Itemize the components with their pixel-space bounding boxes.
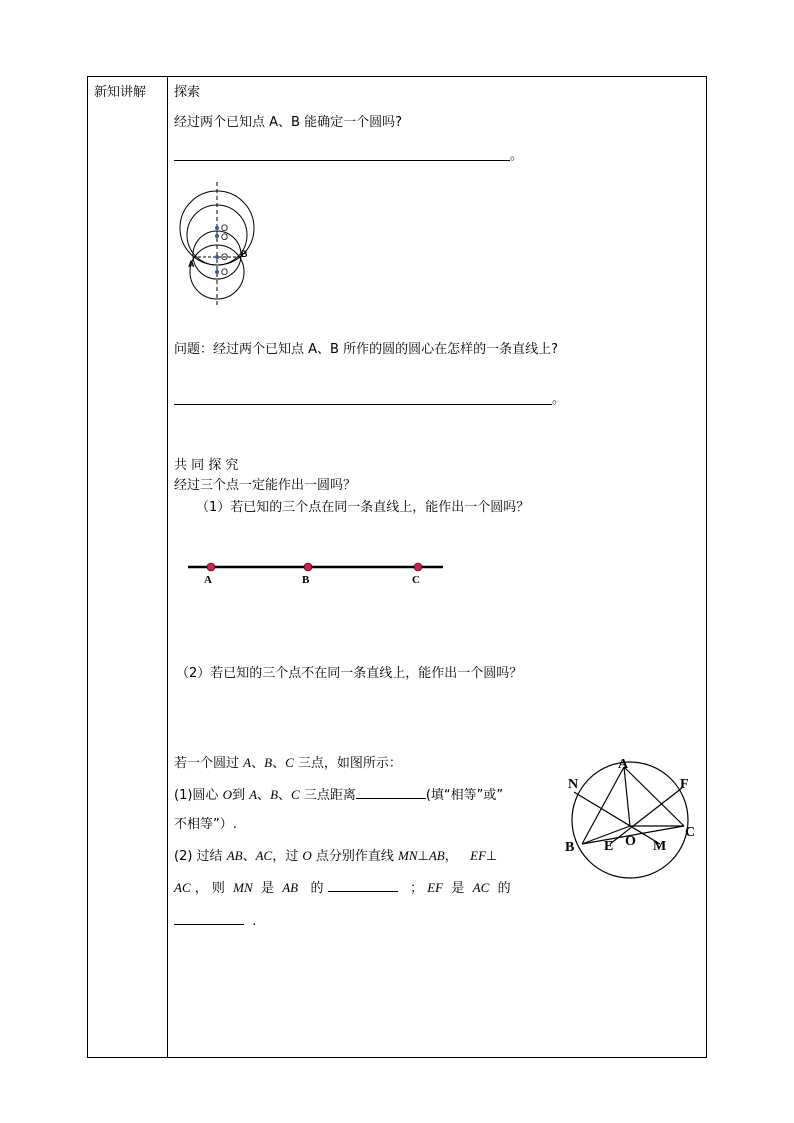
point-label-B: B xyxy=(302,574,310,586)
circle-problem-part-2-cont: AC ， 则 MN 是 AB 的 ； EF 是 AC 的 xyxy=(174,880,511,896)
joint-sub-question-1: （1）若已知的三个点在同一条直线上，能作出一个圆吗？ xyxy=(196,500,530,515)
answer-line-2[interactable] xyxy=(174,404,552,405)
segment-AB xyxy=(582,767,624,844)
radius-OA xyxy=(624,767,630,826)
center-dot-2 xyxy=(215,234,219,238)
fig-label-O: O xyxy=(625,834,636,849)
explore-question-2: 问题：经过两个已知点 A、B 所作的圆的圆心在怎样的一条直线上? xyxy=(174,342,558,357)
label-O3: O xyxy=(221,252,229,262)
point-label-A: A xyxy=(204,574,212,586)
label-B: B xyxy=(241,249,248,259)
explore-question-1: 经过两个已知点 A、B 能确定一个圆吗? xyxy=(174,115,402,130)
circle-problem-part-2: (2) 过结 AB、AC，过 O 点分别作直线 MN⊥AB， EF⊥ xyxy=(174,848,498,864)
center-dot-4 xyxy=(215,270,219,274)
circumcircle xyxy=(572,762,688,878)
explore-heading: 探索 xyxy=(174,85,201,100)
answer-end-mark-1: 。 xyxy=(510,148,524,163)
fig-label-E: E xyxy=(604,839,614,854)
fig-label-C: C xyxy=(685,825,696,840)
fig-label-A: A xyxy=(618,757,629,772)
blank-mn-relation[interactable] xyxy=(328,879,398,892)
label-O1: O xyxy=(221,223,229,233)
point-B xyxy=(304,563,312,571)
fig-label-M: M xyxy=(653,839,667,854)
answer-end-mark-2: 。 xyxy=(552,392,566,407)
label-O4: O xyxy=(221,267,229,277)
circle-problem-part-1-cont: 不相等”）. xyxy=(174,817,237,832)
segment-AC xyxy=(624,767,684,826)
two-points-circles-figure xyxy=(175,180,265,305)
point-C xyxy=(414,563,422,571)
circle-problem-part-1: (1)圆心 O到 A、B、C 三点距离 (填“相等”或” xyxy=(174,787,504,803)
label-O2: O xyxy=(221,232,229,242)
column-divider xyxy=(167,76,168,1058)
joint-sub-question-2: （2）若已知的三个点不在同一条直线上，能作出一个圆吗？ xyxy=(176,666,523,681)
center-dot-1 xyxy=(215,226,219,230)
fig-label-N: N xyxy=(568,777,579,792)
circle-problem-intro: 若一个圆过 A、B、C 三点，如图所示： xyxy=(174,755,402,771)
circumcircle-figure xyxy=(560,752,700,887)
answer-line-1[interactable] xyxy=(174,160,510,161)
center-dot-3 xyxy=(215,255,219,259)
fig-label-F: F xyxy=(680,777,689,792)
collinear-points-figure xyxy=(186,558,446,588)
point-A xyxy=(207,563,215,571)
joint-question: 经过三个点一定能作出一圆吗？ xyxy=(174,478,357,493)
fig-label-B: B xyxy=(565,840,575,855)
point-label-C: C xyxy=(412,574,420,586)
blank-ef-relation[interactable] xyxy=(174,912,244,925)
blank-distance[interactable] xyxy=(356,786,426,799)
joint-heading: 共 同 探 究 xyxy=(174,458,239,473)
label-A: A xyxy=(188,259,195,269)
circle-problem-part-2-end: . xyxy=(174,912,256,930)
section-label: 新知讲解 xyxy=(94,85,147,100)
